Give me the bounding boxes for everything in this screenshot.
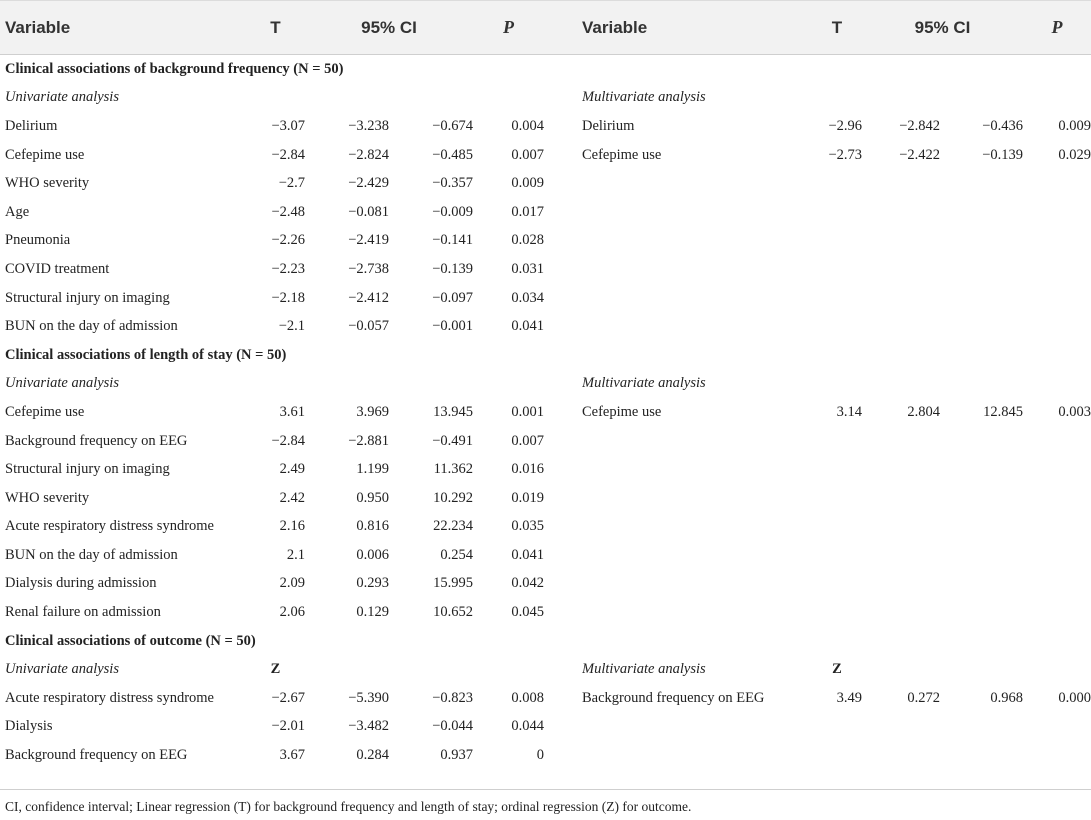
stat-cell: 2.16: [279, 518, 305, 535]
ci-upper-cell: −0.357: [432, 175, 473, 192]
empty-cell: [862, 655, 940, 684]
ci-upper-cell: −0.491: [432, 432, 473, 449]
ci-lower-cell: −2.419: [348, 232, 389, 249]
stat-cell: −2.84: [271, 146, 305, 163]
ci-upper-cell: −0.097: [432, 289, 473, 306]
empty-cell: [389, 370, 473, 399]
stat-cell: 2.09: [279, 575, 305, 592]
stat-label-right: [812, 370, 862, 399]
p-value-cell: 0.035: [511, 518, 544, 535]
ci-upper-cell-right: [940, 227, 1023, 256]
ci-lower-cell: 0.129: [356, 604, 389, 621]
spacer-cell: [544, 427, 582, 456]
variable-cell-right: [582, 741, 812, 770]
ci-lower-cell-right: 2.804: [907, 403, 940, 420]
stat-cell: −2.7: [278, 175, 305, 192]
ci-upper-cell-right: 12.845: [983, 403, 1023, 420]
p-value-cell-right: [1023, 427, 1091, 456]
spacer-cell: [544, 312, 582, 341]
p-value-cell-right: [1023, 284, 1091, 313]
p-value-cell: 0: [536, 747, 544, 764]
table-row: [0, 598, 1091, 627]
stat-cell-right: [812, 427, 862, 456]
spacer-cell: [544, 741, 582, 770]
table-row: [0, 541, 1091, 570]
p-value-cell-right: [1023, 198, 1091, 227]
header-p: P: [473, 1, 544, 55]
p-value-cell: 0.017: [511, 203, 544, 220]
section-title-row: [0, 627, 1091, 656]
stat-cell-right: [812, 312, 862, 341]
ci-lower-cell-right: [862, 741, 940, 770]
table-row: [0, 227, 1091, 256]
variable-cell-right: [582, 484, 812, 513]
ci-upper-cell: −0.009: [432, 203, 473, 220]
header-spacer: [544, 1, 582, 55]
stat-cell-right: −2.96: [828, 117, 862, 134]
ci-lower-cell-right: [862, 169, 940, 198]
empty-cell: [473, 655, 544, 684]
table-row: [0, 284, 1091, 313]
spacer-cell: [544, 684, 582, 713]
ci-upper-cell-right: −0.139: [982, 146, 1023, 163]
ci-upper-cell: 15.995: [433, 575, 473, 592]
variable-cell-right: [582, 169, 812, 198]
ci-lower-cell-right: [862, 255, 940, 284]
p-value-cell-right: 0.009: [1058, 117, 1091, 134]
ci-lower-cell-right: [862, 427, 940, 456]
p-value-cell-right: 0.000: [1058, 689, 1091, 706]
p-value-cell-right: 0.029: [1058, 146, 1091, 163]
variable-cell-right: Cefepime use: [582, 146, 662, 163]
variable-cell: Cefepime use: [5, 403, 85, 420]
ci-upper-cell: −0.485: [432, 146, 473, 163]
variable-cell-right: [582, 598, 812, 627]
p-value-cell-right: [1023, 312, 1091, 341]
variable-cell: BUN on the day of admission: [5, 318, 178, 335]
table-row: [0, 484, 1091, 513]
p-value-cell: 0.044: [511, 718, 544, 735]
ci-lower-cell: −2.429: [348, 175, 389, 192]
table-row: [0, 312, 1091, 341]
section-title: Clinical associations of outcome (N = 50): [5, 632, 256, 649]
variable-cell-right: [582, 255, 812, 284]
ci-upper-cell: 0.937: [440, 747, 473, 764]
p-value-cell: 0.004: [511, 117, 544, 134]
stat-cell: −2.18: [271, 289, 305, 306]
p-value-cell: 0.007: [511, 146, 544, 163]
ci-lower-cell-right: −2.422: [899, 146, 940, 163]
variable-cell: Delirium: [5, 117, 58, 134]
stat-cell-right: 3.49: [836, 689, 862, 706]
header-row: [0, 1, 1091, 55]
stat-label: [246, 84, 305, 113]
variable-cell-right: Delirium: [582, 117, 635, 134]
ci-upper-cell: −0.674: [432, 117, 473, 134]
empty-cell: [305, 655, 389, 684]
empty-cell: [862, 84, 940, 113]
ci-lower-cell: 0.006: [356, 546, 389, 563]
stat-cell: 3.61: [279, 403, 305, 420]
p-value-cell-right: [1023, 598, 1091, 627]
ci-upper-cell: 22.234: [433, 518, 473, 535]
variable-cell-right: [582, 312, 812, 341]
p-value-cell-right: [1023, 227, 1091, 256]
p-value-cell-right: [1023, 255, 1091, 284]
ci-lower-cell-right: [862, 513, 940, 542]
variable-cell-right: [582, 541, 812, 570]
variable-cell-right: [582, 570, 812, 599]
stat-cell-right: [812, 169, 862, 198]
spacer-cell: [544, 484, 582, 513]
spacer-cell: [544, 255, 582, 284]
variable-cell-right: [582, 513, 812, 542]
p-value-cell: 0.041: [511, 546, 544, 563]
ci-upper-cell-right: [940, 284, 1023, 313]
variable-cell-right: [582, 427, 812, 456]
table-body: [0, 55, 1091, 770]
ci-lower-cell-right: [862, 598, 940, 627]
ci-lower-cell: −2.412: [348, 289, 389, 306]
analysis-label-row: [0, 655, 1091, 684]
p-value-cell-right: [1023, 541, 1091, 570]
ci-upper-cell: −0.044: [432, 718, 473, 735]
analysis-label-row: [0, 370, 1091, 399]
spacer-cell: [544, 141, 582, 170]
variable-cell: Acute respiratory distress syndrome: [5, 689, 214, 706]
stat-cell-right: [812, 255, 862, 284]
ci-upper-cell-right: [940, 198, 1023, 227]
stat-label: [246, 370, 305, 399]
table-row: [0, 570, 1091, 599]
stat-cell: −2.1: [278, 318, 305, 335]
variable-cell: WHO severity: [5, 175, 90, 192]
univariate-label: Univariate analysis: [5, 375, 119, 392]
header-p-right: P: [1023, 1, 1091, 55]
ci-lower-cell: 0.284: [356, 747, 389, 764]
header-variable: Variable: [0, 1, 246, 55]
ci-lower-cell-right: [862, 455, 940, 484]
p-value-cell-right: [1023, 484, 1091, 513]
stat-cell: 2.49: [279, 461, 305, 478]
ci-lower-cell: −0.057: [348, 318, 389, 335]
spacer-cell: [544, 112, 582, 141]
variable-cell: Structural injury on imaging: [5, 289, 170, 306]
stat-cell: −2.23: [271, 260, 305, 277]
univariate-label: Univariate analysis: [5, 89, 119, 106]
ci-upper-cell-right: [940, 484, 1023, 513]
stat-cell-right: [812, 455, 862, 484]
variable-cell: BUN on the day of admission: [5, 546, 178, 563]
stat-cell-right: [812, 713, 862, 742]
p-value-cell: 0.028: [511, 232, 544, 249]
table-row: [0, 141, 1091, 170]
variable-cell: Acute respiratory distress syndrome: [5, 518, 214, 535]
variable-cell: COVID treatment: [5, 260, 110, 277]
p-value-cell-right: [1023, 570, 1091, 599]
ci-upper-cell: 13.945: [433, 403, 473, 420]
ci-lower-cell: −2.738: [348, 260, 389, 277]
ci-upper-cell-right: [940, 541, 1023, 570]
stat-cell: 3.67: [279, 747, 305, 764]
p-value-cell-right: 0.003: [1058, 403, 1091, 420]
empty-cell: [389, 84, 473, 113]
p-value-cell: 0.001: [511, 403, 544, 420]
spacer-cell: [544, 598, 582, 627]
ci-upper-cell-right: [940, 312, 1023, 341]
empty-cell: [1023, 370, 1091, 399]
variable-cell: Background frequency on EEG: [5, 747, 188, 764]
p-value-cell-right: [1023, 741, 1091, 770]
variable-cell-right: [582, 227, 812, 256]
variable-cell: WHO severity: [5, 489, 90, 506]
stat-cell-right: [812, 598, 862, 627]
ci-lower-cell: 1.199: [356, 461, 389, 478]
stat-cell: 2.1: [286, 546, 305, 563]
table-row: [0, 169, 1091, 198]
ci-lower-cell: 3.969: [356, 403, 389, 420]
stat-cell-right: [812, 570, 862, 599]
stat-cell-right: [812, 198, 862, 227]
spacer-cell: [544, 169, 582, 198]
empty-cell: [305, 84, 389, 113]
empty-cell: [389, 655, 473, 684]
section-title: Clinical associations of background frequency (N = 50): [5, 60, 344, 77]
ci-lower-cell-right: −2.842: [899, 117, 940, 134]
stat-cell: −2.84: [271, 432, 305, 449]
ci-lower-cell: −0.081: [348, 203, 389, 220]
table-row: [0, 741, 1091, 770]
table-row: [0, 684, 1091, 713]
stat-cell: −2.48: [271, 203, 305, 220]
empty-cell: [862, 370, 940, 399]
p-value-cell-right: [1023, 713, 1091, 742]
table-footnote: CI, confidence interval; Linear regression (T) for background frequency and length of stay; ordinal regression (Z) for outcome.: [5, 799, 692, 814]
spacer-cell: [544, 570, 582, 599]
p-value-cell: 0.016: [511, 461, 544, 478]
header-ci: 95% CI: [305, 1, 473, 55]
ci-lower-cell-right: [862, 227, 940, 256]
stat-cell: 2.06: [279, 604, 305, 621]
variable-cell: Structural injury on imaging: [5, 461, 170, 478]
ci-lower-cell-right: [862, 312, 940, 341]
p-value-cell: 0.034: [511, 289, 544, 306]
table-row: [0, 427, 1091, 456]
stat-cell-right: [812, 513, 862, 542]
stat-cell: −2.01: [271, 718, 305, 735]
stat-cell-right: [812, 227, 862, 256]
header-t-right: T: [812, 1, 862, 55]
ci-lower-cell-right: [862, 570, 940, 599]
spacer-cell: [544, 398, 582, 427]
ci-lower-cell-right: 0.272: [907, 689, 940, 706]
ci-upper-cell-right: 0.968: [990, 689, 1023, 706]
p-value-cell-right: [1023, 455, 1091, 484]
multivariate-label: Multivariate analysis: [582, 375, 706, 392]
variable-cell: Renal failure on admission: [5, 604, 161, 621]
variable-cell-right: [582, 455, 812, 484]
spacer-cell: [544, 713, 582, 742]
stat-cell: −3.07: [271, 117, 305, 134]
empty-cell: [544, 84, 582, 113]
p-value-cell: 0.031: [511, 260, 544, 277]
p-value-cell: 0.008: [511, 689, 544, 706]
empty-cell: [940, 655, 1023, 684]
header-t: T: [246, 1, 305, 55]
empty-cell: [1023, 655, 1091, 684]
ci-upper-cell-right: [940, 169, 1023, 198]
variable-cell: Background frequency on EEG: [5, 432, 188, 449]
spacer-cell: [544, 541, 582, 570]
p-value-cell: 0.042: [511, 575, 544, 592]
variable-cell: Cefepime use: [5, 146, 85, 163]
p-value-cell: 0.007: [511, 432, 544, 449]
multivariate-label: Multivariate analysis: [582, 661, 706, 678]
stat-cell-right: [812, 284, 862, 313]
ci-upper-cell: 11.362: [433, 461, 473, 478]
p-value-cell: 0.041: [511, 318, 544, 335]
ci-upper-cell: 10.652: [433, 604, 473, 621]
univariate-label: Univariate analysis: [5, 661, 119, 678]
empty-cell: [544, 655, 582, 684]
variable-cell: Pneumonia: [5, 232, 71, 249]
spacer-cell: [544, 198, 582, 227]
empty-cell: [940, 84, 1023, 113]
variable-cell-right: [582, 198, 812, 227]
stat-cell-right: [812, 484, 862, 513]
ci-lower-cell-right: [862, 713, 940, 742]
variable-cell-right: Cefepime use: [582, 403, 662, 420]
table-row: [0, 455, 1091, 484]
empty-cell: [305, 370, 389, 399]
table-row: [0, 112, 1091, 141]
p-value-cell: 0.045: [511, 604, 544, 621]
ci-lower-cell-right: [862, 484, 940, 513]
p-value-cell-right: [1023, 169, 1091, 198]
stat-cell-right: 3.14: [836, 403, 862, 420]
ci-upper-cell: −0.139: [432, 260, 473, 277]
spacer-cell: [544, 455, 582, 484]
stat-label: Z: [270, 661, 281, 678]
table-row: [0, 198, 1091, 227]
stat-cell-right: [812, 541, 862, 570]
table-row: [0, 713, 1091, 742]
spacer-cell: [544, 284, 582, 313]
empty-cell: [473, 370, 544, 399]
analysis-label-row: [0, 84, 1091, 113]
spacer-cell: [544, 227, 582, 256]
ci-upper-cell: −0.823: [432, 689, 473, 706]
ci-upper-cell-right: [940, 570, 1023, 599]
stat-cell-right: −2.73: [828, 146, 862, 163]
section-title-row: [0, 55, 1091, 84]
p-value-cell: 0.009: [511, 175, 544, 192]
ci-upper-cell: −0.001: [432, 318, 473, 335]
table-bottom-rule: [0, 789, 1091, 790]
ci-upper-cell-right: −0.436: [982, 117, 1023, 134]
empty-cell: [940, 370, 1023, 399]
header-variable-right: Variable: [582, 1, 812, 55]
stat-cell: −2.26: [271, 232, 305, 249]
ci-upper-cell-right: [940, 741, 1023, 770]
variable-cell: Age: [5, 203, 30, 220]
variable-cell-right: Background frequency on EEG: [582, 689, 765, 706]
multivariate-label: Multivariate analysis: [582, 89, 706, 106]
ci-upper-cell-right: [940, 713, 1023, 742]
ci-upper-cell: 10.292: [433, 489, 473, 506]
ci-upper-cell-right: [940, 427, 1023, 456]
ci-upper-cell-right: [940, 255, 1023, 284]
table-row: [0, 255, 1091, 284]
ci-upper-cell-right: [940, 598, 1023, 627]
ci-lower-cell: −2.881: [348, 432, 389, 449]
variable-cell-right: [582, 284, 812, 313]
ci-upper-cell: 0.254: [440, 546, 473, 563]
variable-cell: Dialysis: [5, 718, 53, 735]
p-value-cell: 0.019: [511, 489, 544, 506]
ci-lower-cell: 0.816: [356, 518, 389, 535]
stat-label-right: Z: [832, 661, 842, 678]
variable-cell: Dialysis during admission: [5, 575, 157, 592]
ci-upper-cell-right: [940, 455, 1023, 484]
ci-lower-cell-right: [862, 198, 940, 227]
header-ci-right: 95% CI: [862, 1, 1023, 55]
stat-label-right: [812, 84, 862, 113]
empty-cell: [473, 84, 544, 113]
ci-upper-cell: −0.141: [432, 232, 473, 249]
stat-cell-right: [812, 741, 862, 770]
table-row: [0, 398, 1091, 427]
p-value-cell-right: [1023, 513, 1091, 542]
ci-lower-cell: −3.238: [348, 117, 389, 134]
stat-cell: 2.42: [279, 489, 305, 506]
section-title-row: [0, 341, 1091, 370]
section-title: Clinical associations of length of stay (N = 50): [5, 346, 287, 363]
empty-cell: [1023, 84, 1091, 113]
ci-lower-cell: −3.482: [348, 718, 389, 735]
stat-cell: −2.67: [271, 689, 305, 706]
ci-lower-cell-right: [862, 541, 940, 570]
empty-cell: [544, 370, 582, 399]
variable-cell-right: [582, 713, 812, 742]
ci-upper-cell-right: [940, 513, 1023, 542]
ci-lower-cell: 0.293: [356, 575, 389, 592]
spacer-cell: [544, 513, 582, 542]
table-row: [0, 513, 1091, 542]
ci-lower-cell: −2.824: [348, 146, 389, 163]
ci-lower-cell-right: [862, 284, 940, 313]
ci-lower-cell: 0.950: [356, 489, 389, 506]
ci-lower-cell: −5.390: [348, 689, 389, 706]
